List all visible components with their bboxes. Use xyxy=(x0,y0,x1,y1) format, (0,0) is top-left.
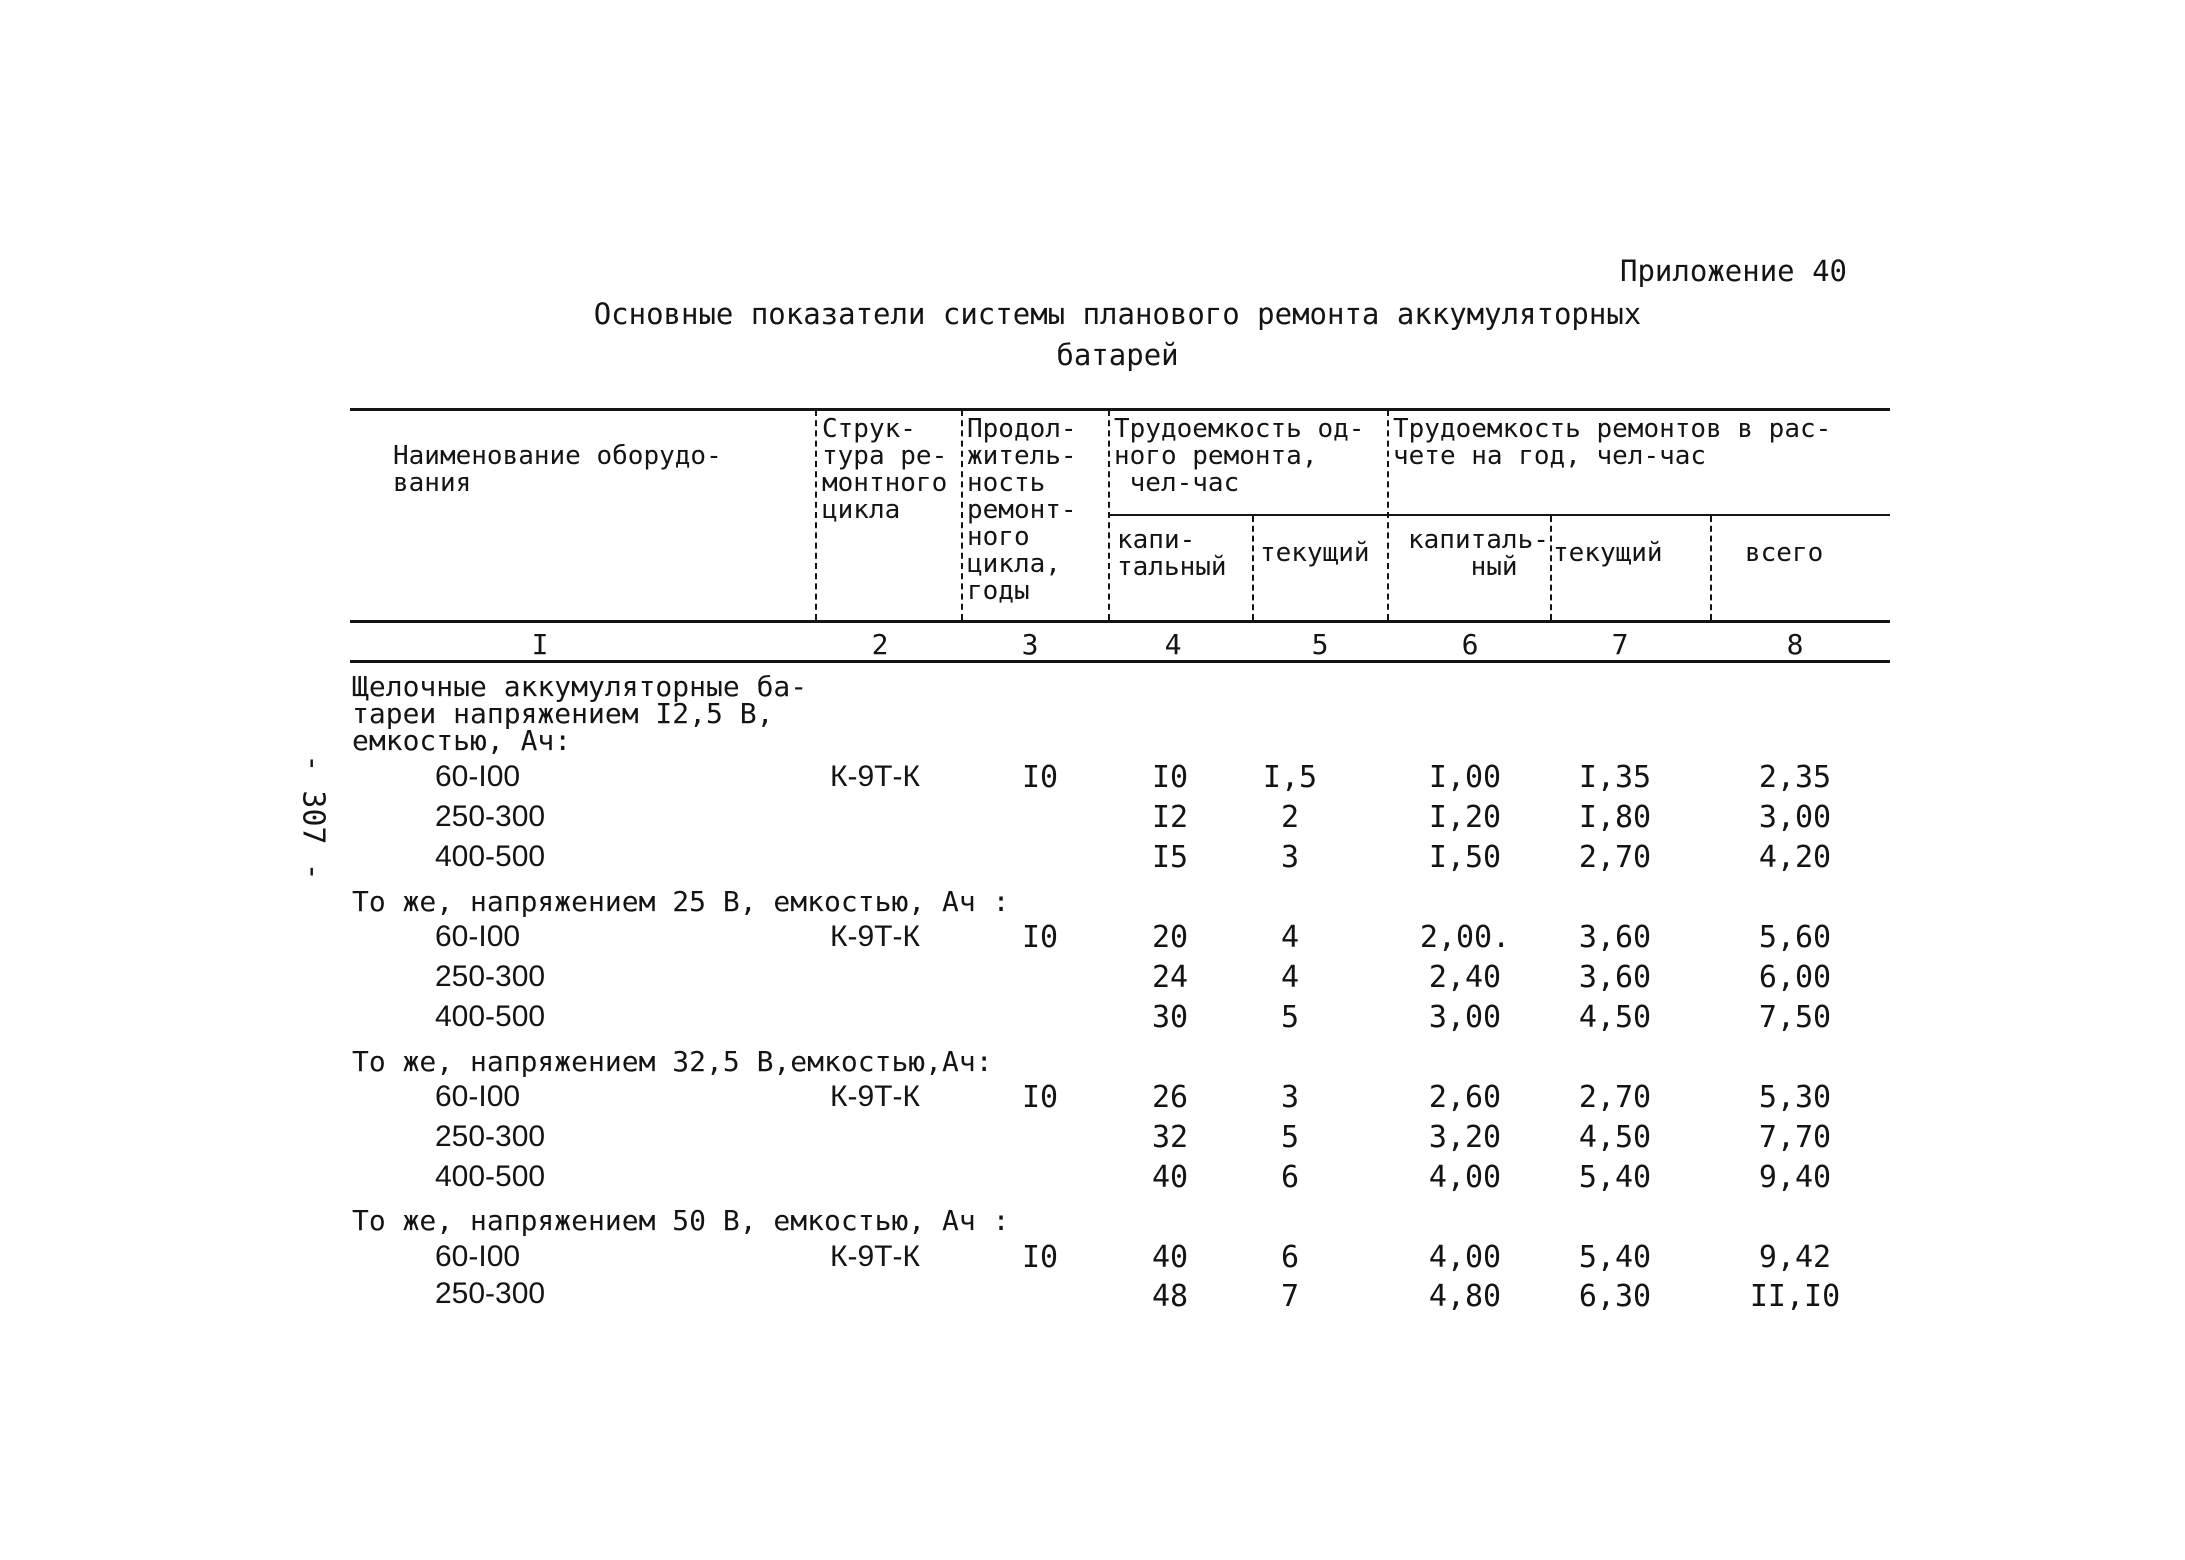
row-duration: I0 xyxy=(1021,1240,1059,1275)
group-title: То же, напряжением 25 В, емкостью, Ач : xyxy=(352,885,1010,918)
row-structure: К-9Т-К xyxy=(830,920,920,953)
row-current-year: I,80 xyxy=(1578,800,1652,835)
row-total-year: 7,50 xyxy=(1758,1000,1832,1035)
row-capital-year: 3,20 xyxy=(1428,1120,1502,1155)
row-total-year: 6,00 xyxy=(1758,960,1832,995)
row-current-year: 4,50 xyxy=(1578,1120,1652,1155)
row-capital-one: 32 xyxy=(1151,1120,1189,1155)
row-duration: I0 xyxy=(1021,920,1059,955)
appendix-label: Приложение 40 xyxy=(1620,254,1847,288)
row-current-one: 4 xyxy=(1280,960,1300,995)
col-sep-4 xyxy=(1252,516,1254,620)
row-capital-one: I0 xyxy=(1151,760,1189,795)
row-capital-year: 4,80 xyxy=(1428,1279,1502,1314)
row-duration: I0 xyxy=(1021,760,1059,795)
row-current-one: 5 xyxy=(1280,1000,1300,1035)
row-capital-one: 40 xyxy=(1151,1160,1189,1195)
row-current-one: 4 xyxy=(1280,920,1300,955)
row-current-year: 4,50 xyxy=(1578,1000,1652,1035)
row-capital-one: I5 xyxy=(1151,840,1189,875)
row-capacity: 400-500 xyxy=(435,1160,546,1193)
row-capacity: 60-I00 xyxy=(435,760,521,793)
col-sep-5 xyxy=(1387,410,1389,620)
document-title-line-1: Основные показатели системы планового ремонта аккумуляторных xyxy=(593,297,1642,331)
row-current-year: 2,70 xyxy=(1578,840,1652,875)
header-bottom-rule xyxy=(350,620,1890,623)
header-labor-one-capital: капи- тальный xyxy=(1117,525,1227,582)
row-total-year: 5,30 xyxy=(1758,1080,1832,1115)
row-total-year: 5,60 xyxy=(1758,920,1832,955)
row-current-one: 6 xyxy=(1280,1240,1300,1275)
row-current-one: 6 xyxy=(1280,1160,1300,1195)
col-sep-2 xyxy=(961,410,963,620)
row-total-year: 9,40 xyxy=(1758,1160,1832,1195)
group-title: Щелочные аккумуляторные ба- тареи напряжением I2,5 В, емкостью, Ач: xyxy=(352,670,808,757)
column-number: 3 xyxy=(1021,628,1039,661)
row-current-year: 2,70 xyxy=(1578,1080,1652,1115)
row-capital-year: I,00 xyxy=(1428,760,1502,795)
col-sep-3 xyxy=(1108,410,1110,620)
document-title-line-2: батарей xyxy=(1056,338,1179,372)
row-current-year: 3,60 xyxy=(1578,920,1652,955)
row-current-year: 6,30 xyxy=(1578,1279,1652,1314)
row-capacity: 250-300 xyxy=(435,960,546,993)
header-repair-structure: Струк- тура ре- монтного цикла xyxy=(822,414,948,525)
row-capital-one: 26 xyxy=(1151,1080,1189,1115)
header-labor-year-capital: капиталь- ный xyxy=(1408,525,1549,582)
column-number: 2 xyxy=(871,628,889,661)
row-capital-year: 2,60 xyxy=(1428,1080,1502,1115)
row-capital-year: 4,00 xyxy=(1428,1240,1502,1275)
row-capacity: 250-300 xyxy=(435,800,546,833)
row-capital-year: 2,00. xyxy=(1419,920,1511,955)
row-current-year: 5,40 xyxy=(1578,1240,1652,1275)
row-current-one: 5 xyxy=(1280,1120,1300,1155)
row-capacity: 250-300 xyxy=(435,1277,546,1310)
row-capacity: 250-300 xyxy=(435,1120,546,1153)
row-current-one: 2 xyxy=(1280,800,1300,835)
row-structure: К-9Т-К xyxy=(830,1080,920,1113)
row-current-one: I,5 xyxy=(1262,760,1318,795)
row-current-one: 7 xyxy=(1280,1279,1300,1314)
row-current-one: 3 xyxy=(1280,840,1300,875)
page-number: - 307 - xyxy=(295,754,331,881)
row-total-year: 7,70 xyxy=(1758,1120,1832,1155)
group-title: То же, напряжением 32,5 В,емкостью,Ач: xyxy=(352,1045,993,1078)
row-current-year: 5,40 xyxy=(1578,1160,1652,1195)
header-labor-year-total: всего xyxy=(1745,538,1824,568)
col-sep-6 xyxy=(1550,516,1552,620)
row-capital-one: 30 xyxy=(1151,1000,1189,1035)
header-equipment-name: Наименование оборудо- вания xyxy=(393,441,722,498)
row-capacity: 400-500 xyxy=(435,1000,546,1033)
row-total-year: II,I0 xyxy=(1749,1279,1841,1314)
row-duration: I0 xyxy=(1021,1080,1059,1115)
table-top-rule xyxy=(350,408,1890,411)
group-title: То же, напряжением 50 В, емкостью, Ач : xyxy=(352,1204,1010,1237)
column-number: 8 xyxy=(1786,628,1804,661)
row-total-year: 4,20 xyxy=(1758,840,1832,875)
row-capital-one: 48 xyxy=(1151,1279,1189,1314)
col-sep-1 xyxy=(815,410,817,620)
col-sep-7 xyxy=(1710,516,1712,620)
header-cycle-duration: Продол- житель- ность ремонт- ного цикла, годы xyxy=(967,414,1077,606)
row-capital-year: 4,00 xyxy=(1428,1160,1502,1195)
row-current-one: 3 xyxy=(1280,1080,1300,1115)
row-total-year: 9,42 xyxy=(1758,1240,1832,1275)
column-number: 7 xyxy=(1611,628,1629,661)
row-current-year: I,35 xyxy=(1578,760,1652,795)
header-labor-one-current: текущий xyxy=(1260,538,1370,568)
column-number: 6 xyxy=(1461,628,1479,661)
row-capital-one: 40 xyxy=(1151,1240,1189,1275)
row-capital-one: 24 xyxy=(1151,960,1189,995)
row-capacity: 60-I00 xyxy=(435,1240,521,1273)
row-current-year: 3,60 xyxy=(1578,960,1652,995)
column-number: I xyxy=(531,628,549,661)
row-structure: К-9Т-К xyxy=(830,760,920,793)
row-capital-year: I,20 xyxy=(1428,800,1502,835)
row-capital-year: 2,40 xyxy=(1428,960,1502,995)
header-labor-one-repair: Трудоемкость од- ного ремонта, чел-час xyxy=(1114,414,1365,498)
row-capacity: 60-I00 xyxy=(435,920,521,953)
header-labor-per-year: Трудоемкость ремонтов в рас- чете на год, чел-час xyxy=(1393,414,1832,471)
row-capital-year: 3,00 xyxy=(1428,1000,1502,1035)
column-number-rule xyxy=(350,660,1890,663)
row-capital-one: I2 xyxy=(1151,800,1189,835)
row-total-year: 2,35 xyxy=(1758,760,1832,795)
row-capital-one: 20 xyxy=(1151,920,1189,955)
column-number: 5 xyxy=(1311,628,1329,661)
row-capital-year: I,50 xyxy=(1428,840,1502,875)
row-total-year: 3,00 xyxy=(1758,800,1832,835)
row-capacity: 60-I00 xyxy=(435,1080,521,1113)
row-capacity: 400-500 xyxy=(435,840,546,873)
column-number: 4 xyxy=(1164,628,1182,661)
header-sub-rule xyxy=(1110,514,1890,516)
row-structure: К-9Т-К xyxy=(830,1240,920,1273)
header-labor-year-current: текущий xyxy=(1553,538,1663,568)
